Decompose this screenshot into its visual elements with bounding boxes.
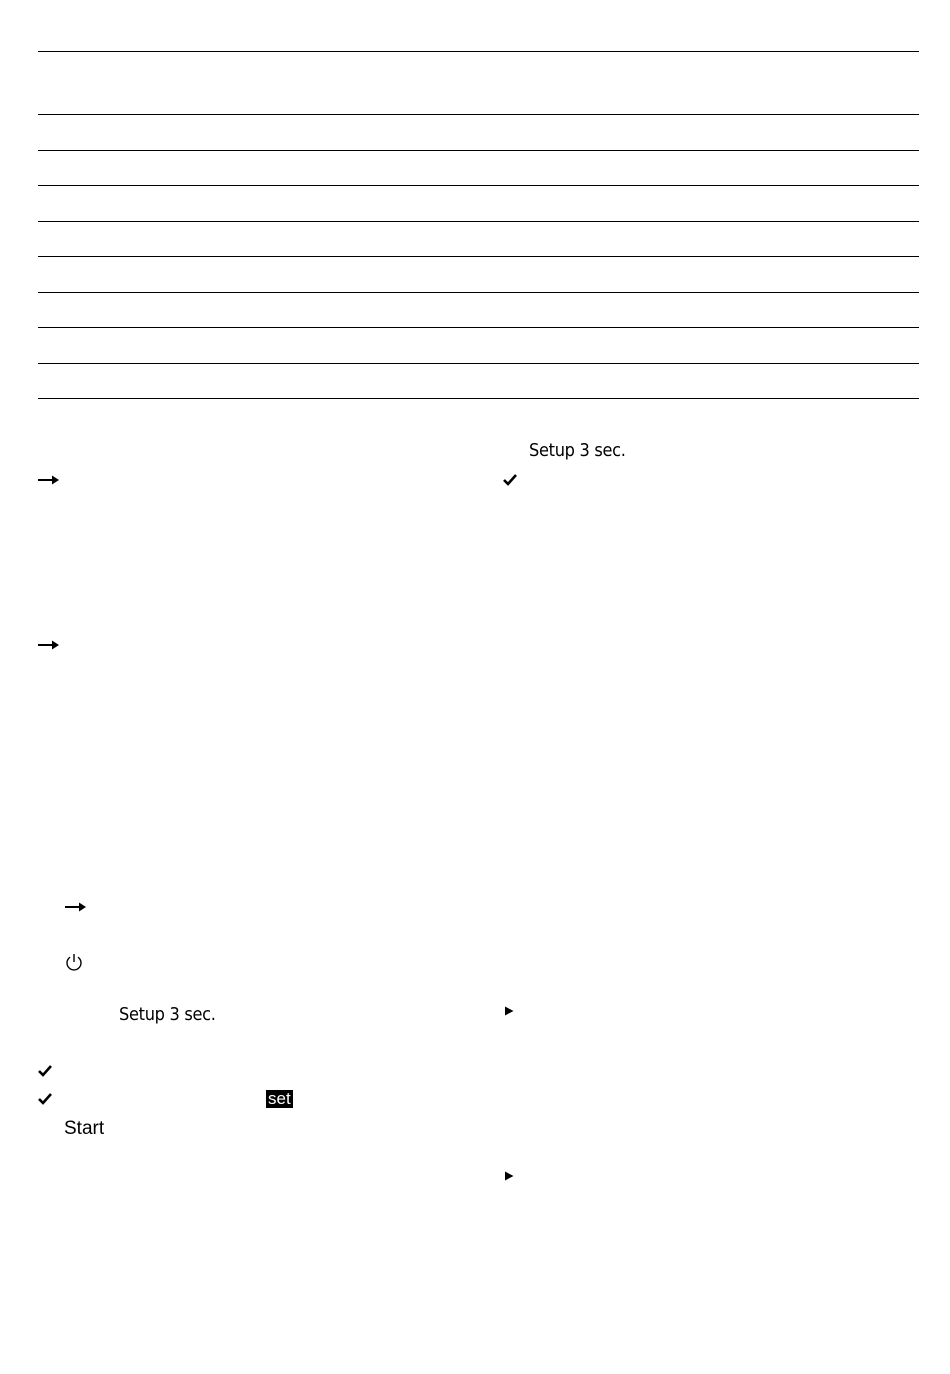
setup-3-sec-label: Setup 3 sec.	[529, 440, 626, 461]
triangle-bullet-icon	[505, 1006, 514, 1016]
table-rule	[38, 363, 919, 364]
setup-3-sec-label: Setup 3 sec.	[119, 1004, 216, 1025]
table-rule	[38, 221, 919, 222]
triangle-bullet-icon	[505, 1171, 514, 1181]
table-rule	[38, 150, 919, 151]
checkmark-icon	[503, 473, 517, 486]
table-rule	[38, 327, 919, 328]
table-rule	[38, 114, 919, 115]
power-icon	[64, 952, 84, 972]
set-badge: set	[268, 1089, 291, 1108]
right-arrow-icon	[37, 637, 60, 653]
start-label: Start	[64, 1118, 105, 1139]
right-arrow-icon	[37, 472, 60, 488]
table-rule	[38, 256, 919, 257]
right-arrow-icon	[64, 899, 87, 915]
table-rule	[38, 185, 919, 186]
checkmark-icon	[38, 1064, 52, 1077]
checkmark-icon	[38, 1092, 52, 1105]
table-rule	[38, 51, 919, 52]
table-rule	[38, 292, 919, 293]
table-rule	[38, 398, 919, 399]
